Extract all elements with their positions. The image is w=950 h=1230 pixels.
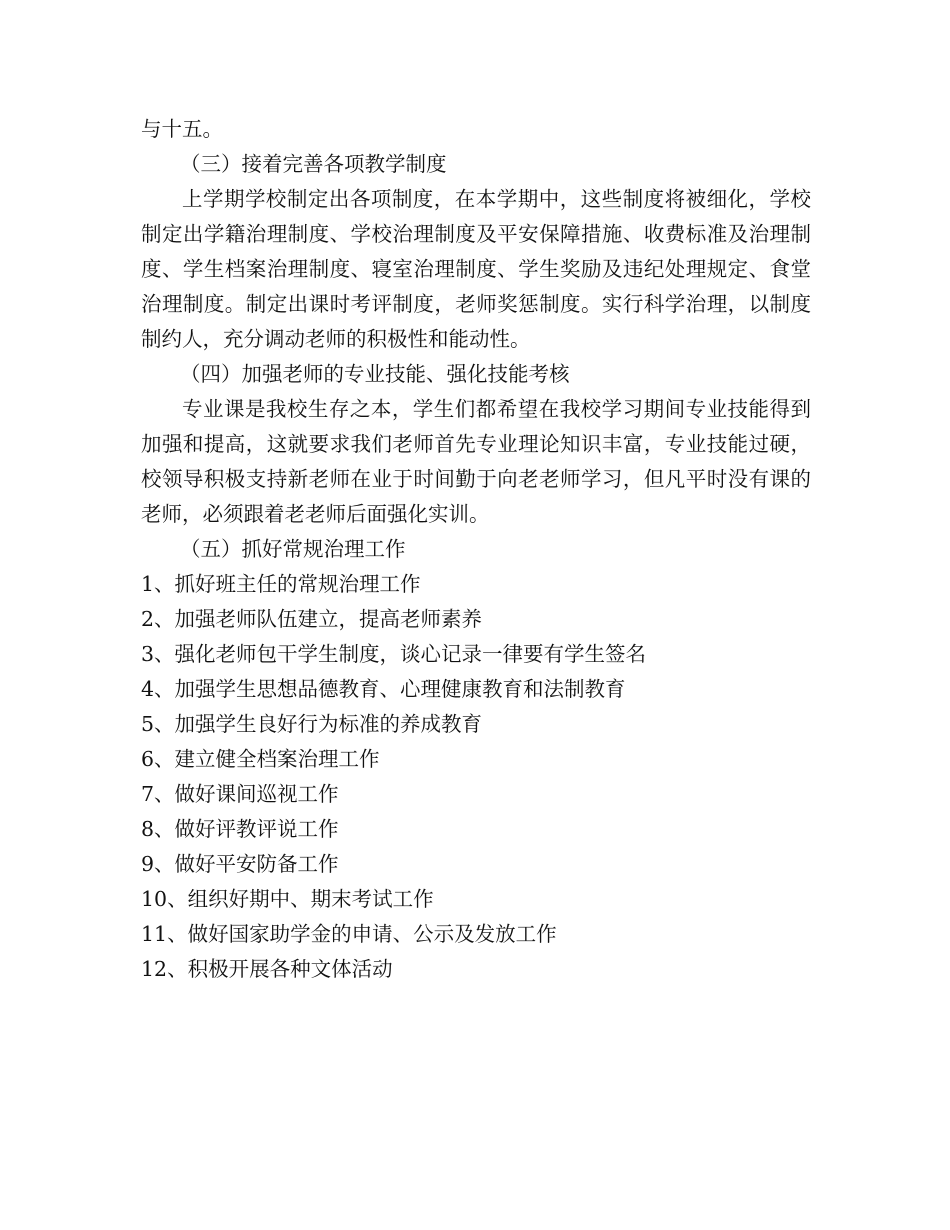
document-body [141, 112, 811, 987]
list-item: 6、建立健全档案治理工作 [141, 747, 380, 771]
paragraph-teaching-system: 上学期学校制定出各项制度，在本学期中，这些制度将被细化，学校制定出学籍治理制度、学校治理制度及平安保障措施、收费标准及治理制度、学生档案治理制度、寝室治理制度、学生奖励及违纪处理规定、食堂治理制度。制定出课时考评制度，老师奖惩制度。实行科学治理，以制度制约人，充分调动老师的积极性和能动性。 [141, 187, 811, 351]
list-item: 2、加强老师队伍建立，提高老师素养 [141, 607, 483, 631]
list-item: 7、做好课间巡视工作 [141, 782, 339, 806]
list-item: 1、抓好班主任的常规治理工作 [141, 572, 421, 596]
paragraph-professional-skills: 专业课是我校生存之本，学生们都希望在我校学习期间专业技能得到加强和提高，这就要求我们老师首先专业理论知识丰富，专业技能过硬，校领导积极支持新老师在业于时间勤于向老老师学习，但凡平时没有课的老师，必须跟着老老师后面强化实训。 [141, 397, 811, 526]
list-item: 4、加强学生思想品德教育、心理健康教育和法制教育 [141, 677, 626, 701]
list-item: 10、组织好期中、期末考试工作 [141, 887, 434, 911]
section-heading-4: （四）加强老师的专业技能、强化技能考核 [180, 362, 570, 386]
list-item: 11、做好国家助学金的申请、公示及发放工作 [141, 922, 557, 946]
list-item: 5、加强学生良好行为标准的养成教育 [141, 712, 483, 736]
section-heading-5: （五）抓好常规治理工作 [180, 537, 406, 561]
list-item: 3、强化老师包干学生制度，谈心记录一律要有学生签名 [141, 642, 647, 666]
paragraph-continuation: 与十五。 [141, 117, 223, 141]
section-heading-3: （三）接着完善各项教学制度 [180, 152, 447, 176]
list-item: 12、积极开展各种文体活动 [141, 957, 393, 981]
list-item: 8、做好评教评说工作 [141, 817, 339, 841]
list-item: 9、做好平安防备工作 [141, 852, 339, 876]
